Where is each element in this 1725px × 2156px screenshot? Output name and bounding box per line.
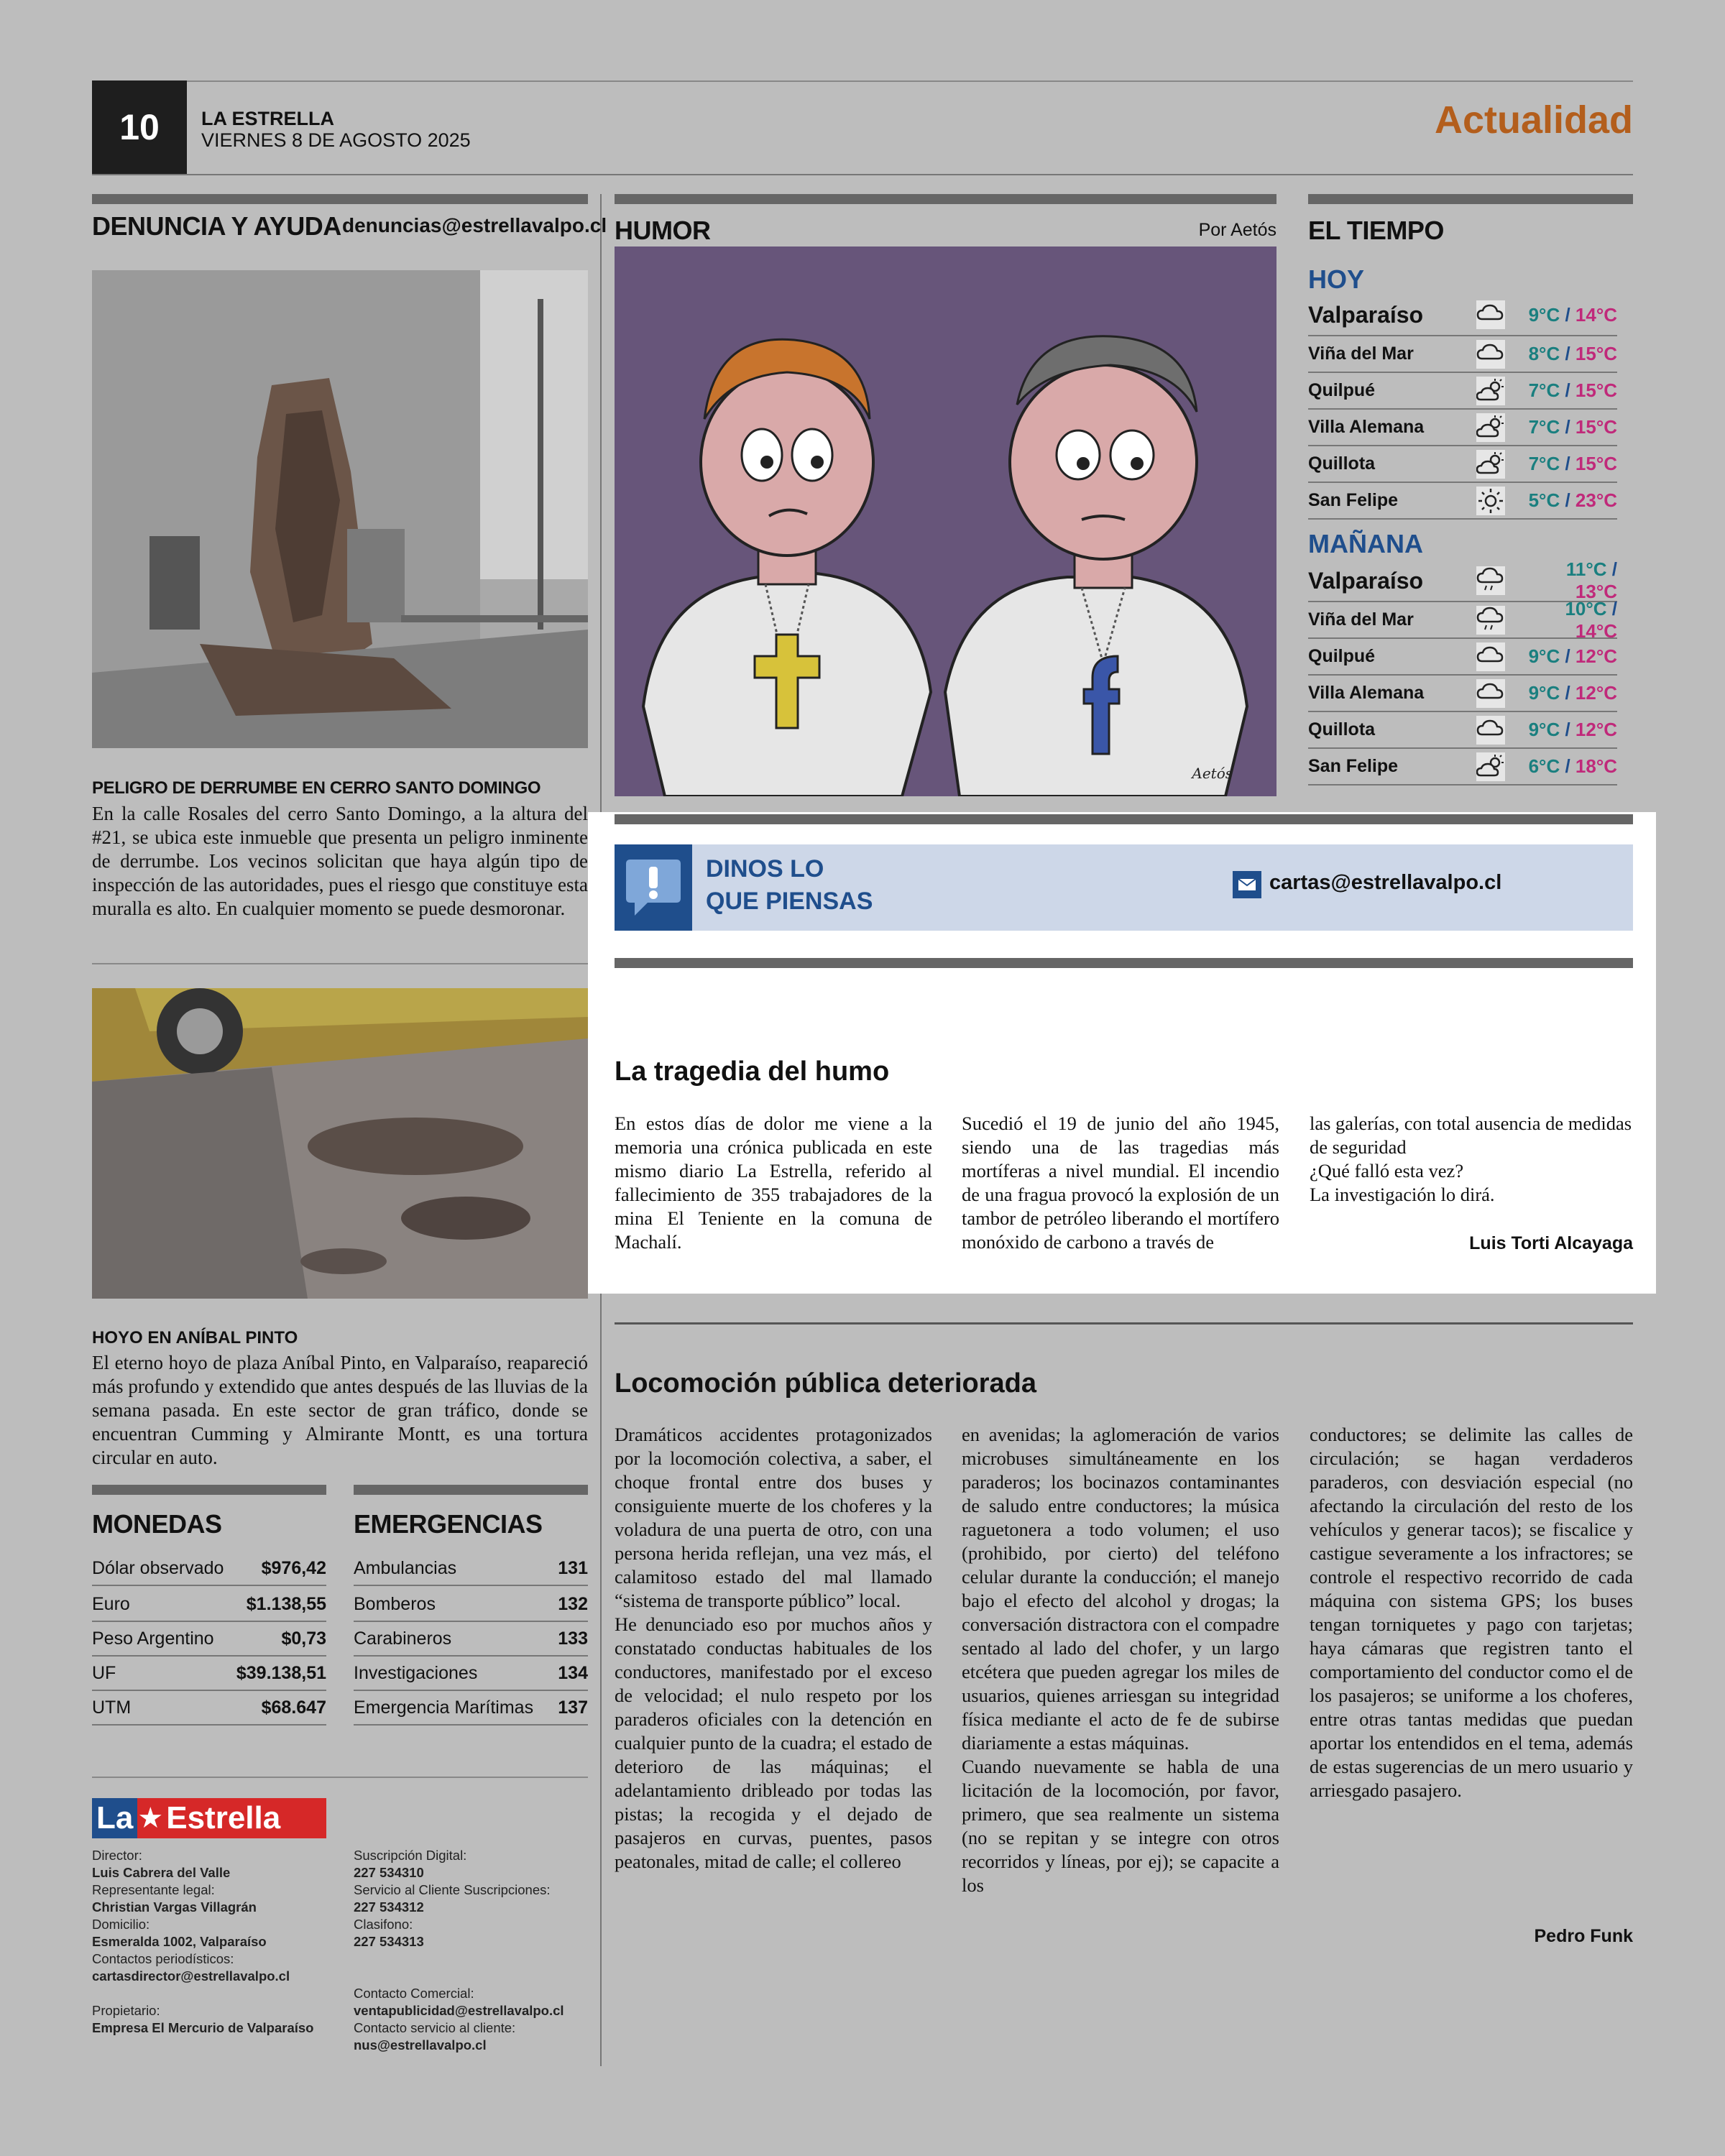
weather-temp: 10°C / 14°C xyxy=(1565,597,1617,642)
letter1-signature: Luis Torti Alcayaga xyxy=(1469,1233,1633,1253)
partly-cloudy-icon xyxy=(1476,413,1505,442)
cartoon-signature: Aetós xyxy=(1192,765,1233,782)
weather-row-today xyxy=(1308,483,1617,520)
letter1-col1: En estos días de dolor me viene a la memoria una crónica publicada en este mismo diario La Estrella, referido al fallecimiento de 355 trabajadores de la mina El Teniente en la comuna de Machalí. xyxy=(615,1112,932,1253)
weather-temp: 7°C / 15°C xyxy=(1528,416,1617,438)
weather-title: EL TIEMPO xyxy=(1308,216,1444,245)
weather-tomorrow-label: MAÑANA xyxy=(1308,529,1423,558)
table-row: Emergencia Marítimas 137 xyxy=(354,1692,588,1726)
section-title: Actualidad xyxy=(1434,98,1633,142)
weather-city: Viña del Mar xyxy=(1308,344,1414,364)
dinos-title-line2: QUE PIENSAS xyxy=(706,888,873,915)
letter2-title: Locomoción pública deteriorada xyxy=(615,1368,1036,1399)
weather-temp: 6°C / 18°C xyxy=(1528,755,1617,777)
weather-row-today xyxy=(1308,410,1617,446)
weather-row-tomorrow xyxy=(1308,597,1617,642)
table-row: Investigaciones 134 xyxy=(354,1657,588,1691)
emergencias-title: EMERGENCIAS xyxy=(354,1509,543,1539)
weather-temp: 7°C / 15°C xyxy=(1528,379,1617,401)
table-row: UF $39.138,51 xyxy=(92,1657,326,1691)
estrella-logo xyxy=(92,1798,326,1838)
dinos-email[interactable]: cartas@estrellavalpo.cl xyxy=(1269,871,1502,894)
logo-right: Estrella xyxy=(163,1798,326,1838)
partly-cloudy-icon xyxy=(1476,377,1505,405)
weather-temp: 8°C / 15°C xyxy=(1528,343,1617,364)
weather-city: Valparaíso xyxy=(1308,301,1424,328)
weather-row-today xyxy=(1308,336,1617,373)
letter1-title: La tragedia del humo xyxy=(615,1056,890,1087)
logo-left: La xyxy=(92,1798,137,1838)
table-row: Dólar observado $976,42 xyxy=(92,1552,326,1586)
denuncia-item1-title: PELIGRO DE DERRUMBE EN CERRO SANTO DOMINGO xyxy=(92,778,541,798)
cloud-icon xyxy=(1476,679,1505,708)
paper-name: LA ESTRELLA xyxy=(201,108,334,129)
humor-cartoon xyxy=(615,247,1276,796)
weather-city: Quilpué xyxy=(1308,646,1376,666)
weather-row-tomorrow xyxy=(1308,749,1617,786)
weather-temp: 7°C / 15°C xyxy=(1528,453,1617,474)
weather-city: Villa Alemana xyxy=(1308,683,1425,703)
weather-row-today xyxy=(1308,373,1617,410)
letter1-col3: las galerías, con total ausencia de medidas de seguridad ¿Qué falló esta vez? La investigación lo dirá. xyxy=(1310,1112,1632,1205)
humor-title: HUMOR xyxy=(615,216,711,245)
weather-temp: 9°C / 14°C xyxy=(1528,303,1617,326)
monedas-title: MONEDAS xyxy=(92,1509,222,1539)
partly-cloudy-icon xyxy=(1476,450,1505,479)
denuncia-email[interactable]: denuncias@estrellavalpo.cl xyxy=(342,214,607,236)
dinos-title-line1: DINOS LO xyxy=(706,855,824,883)
cloud-icon xyxy=(1476,642,1505,671)
photo-pothole xyxy=(92,988,588,1299)
weather-city: San Felipe xyxy=(1308,490,1399,510)
weather-city: Viña del Mar xyxy=(1308,609,1414,630)
weather-city: San Felipe xyxy=(1308,756,1399,776)
rain-cloud-icon xyxy=(1476,566,1505,595)
table-row: Ambulancias 131 xyxy=(354,1552,588,1586)
denuncia-item1-text: En la calle Rosales del cerro Santo Domingo, a la altura del #21, se ubica este inmueble que presenta un peligro inminente de derrumbe. Los vecinos solicitan que haya algún tipo de inspección de las autoridades, pues el riesgo que constituye esta muralla es alto. En cualquier momento se puede desmoronar. xyxy=(92,803,588,919)
weather-today-label: HOY xyxy=(1308,264,1365,294)
denuncia-item2-text: El eterno hoyo de plaza Aníbal Pinto, en Valparaíso, reapareció más profundo y extendido que antes después de las lluvias de la semana pasada. En este sector de gran tráfico, donde se encuentran Cumming y Almirante Montt, es una tortura circular en auto. xyxy=(92,1352,588,1468)
weather-city: Quillota xyxy=(1308,719,1376,740)
weather-city: Valparaíso xyxy=(1308,567,1424,594)
weather-temp: 11°C / 13°C xyxy=(1565,558,1617,602)
humor-author: Por Aetós xyxy=(1198,220,1276,240)
partly-cloudy-icon xyxy=(1476,752,1505,781)
table-row: Bomberos 132 xyxy=(354,1588,588,1622)
cloud-icon xyxy=(1476,300,1505,329)
weather-row-tomorrow xyxy=(1308,676,1617,712)
weather-temp: 9°C / 12°C xyxy=(1528,645,1617,667)
letter2-signature: Pedro Funk xyxy=(1534,1926,1633,1946)
letter2-col2: en avenidas; la aglomeración de varios microbuses simultáneamente en los paraderos; los bocinazos contaminantes de saludo entre conductores; la música raguetonera a todo volumen; el uso (prohibido, por cierto) del teléfono celular durante la conducción; el manejo bajo el efecto del alcohol y drogas; la conversación distractora con el compadre sentado al lado del chofer, y un largo etcétera que pueden agregar los miles de usuarios, quienes arriesgan su integridad física mediante el acto de fe de subirse diariamente a estas máquinas. Cuando nuevamente se habla de una licitación de la locomoción, por favor, primero, que sea realmente un sistema (no se repitan y se integre con otros recorridos y líneas, por ej); se capacite a los xyxy=(962,1424,1279,1896)
star-icon: ★ xyxy=(137,1798,163,1838)
weather-row-today xyxy=(1308,446,1617,483)
cloud-icon xyxy=(1476,340,1505,369)
table-row: Carabineros 133 xyxy=(354,1623,588,1657)
photo-collapse-building xyxy=(92,270,588,748)
weather-row-tomorrow xyxy=(1308,558,1617,602)
weather-temp: 9°C / 12°C xyxy=(1528,682,1617,704)
weather-row-tomorrow xyxy=(1308,639,1617,676)
sun-icon xyxy=(1476,487,1505,515)
weather-city: Quilpué xyxy=(1308,380,1376,400)
table-row: UTM $68.647 xyxy=(92,1692,326,1726)
speech-alert-icon xyxy=(615,844,692,931)
weather-city: Villa Alemana xyxy=(1308,417,1425,437)
footer-credits-left: Director: Luis Cabrera del Valle Representante legal: Christian Vargas Villagrán Domicilio: Esmeralda 1002, Valparaíso Contactos periodísticos: cartasdirector@estrellavalpo.cl Propietario: Empresa El Mercurio de Valparaíso xyxy=(92,1848,314,2035)
weather-city: Quillota xyxy=(1308,453,1376,474)
weather-row-tomorrow xyxy=(1308,712,1617,749)
cloud-icon xyxy=(1476,716,1505,745)
page-number: 10 xyxy=(119,107,160,147)
rain-cloud-icon xyxy=(1476,606,1505,635)
footer-credits-right: Suscripción Digital: 227 534310 Servicio al Cliente Suscripciones: 227 534312 Clasifono: 227 534313 Contacto Comercial: ventapublicidad@estrellavalpo.cl Contacto servicio al cliente: nus@estrellavalpo.cl xyxy=(354,1848,564,2053)
weather-row-today xyxy=(1308,295,1617,336)
table-row: Peso Argentino $0,73 xyxy=(92,1623,326,1657)
mail-icon xyxy=(1233,871,1261,898)
issue-date: VIERNES 8 DE AGOSTO 2025 xyxy=(201,129,471,151)
denuncia-item2-title: HOYO EN ANÍBAL PINTO xyxy=(92,1328,298,1348)
letter2-col1: Dramáticos accidentes protagonizados por la locomoción colectiva, a saber, el choque frontal entre dos buses y consiguiente muerte de los choferes y la voladura de una puerta de otro, con una persona herida reflejan, una vez más, el calamitoso estado del mal llamado “sistema de transporte público” local. He denunciado eso por muchos años y constatado conductas habituales de los conductores, manifestado por el exceso de velocidad; el nulo respeto por los paraderos oficiales con la detención en cualquier punto de la cuadra; el estado de deterioro de las máquinas; el adelantamiento dribleado por todas las pistas; la recogida y el dejado de pasajeros en curvas, puentes, pasos peatonales, mitad de calle; el collereo xyxy=(615,1424,932,1872)
weather-temp: 9°C / 12°C xyxy=(1528,719,1617,740)
letter2-col3: conductores; se delimite las calles de circulación; se hagan verdaderos paraderos, con desviación especial (no afectando la circulación del resto de los vehículos y generar tacos); se fiscalice y castigue severamente a los infractores; se controle el respectivo recorrido de cada máquina con sistema GPS; los buses tengan torniquetes y pago con tarjetas; haya cámaras que registren tanto el comportamiento del conductor como el de los pasajeros; se uniforme a los choferes, entre otras tantas medidas que puedan aportar los entendidos en el tema, además de estas sugerencias de un mero usuario y arriesgado pasajero. xyxy=(1310,1424,1633,1801)
page-number-box xyxy=(92,80,187,174)
denuncia-title: DENUNCIA Y AYUDA xyxy=(92,211,341,241)
weather-temp: 5°C / 23°C xyxy=(1528,489,1617,511)
table-row: Euro $1.138,55 xyxy=(92,1588,326,1622)
letter1-col2: Sucedió el 19 de junio del año 1945, siendo una de las tragedias más mortíferas a nivel mundial. El incendio de una fragua provocó la explosión de un tambor de petróleo liberando el mortífero monóxido de carbono a través de xyxy=(962,1112,1279,1253)
